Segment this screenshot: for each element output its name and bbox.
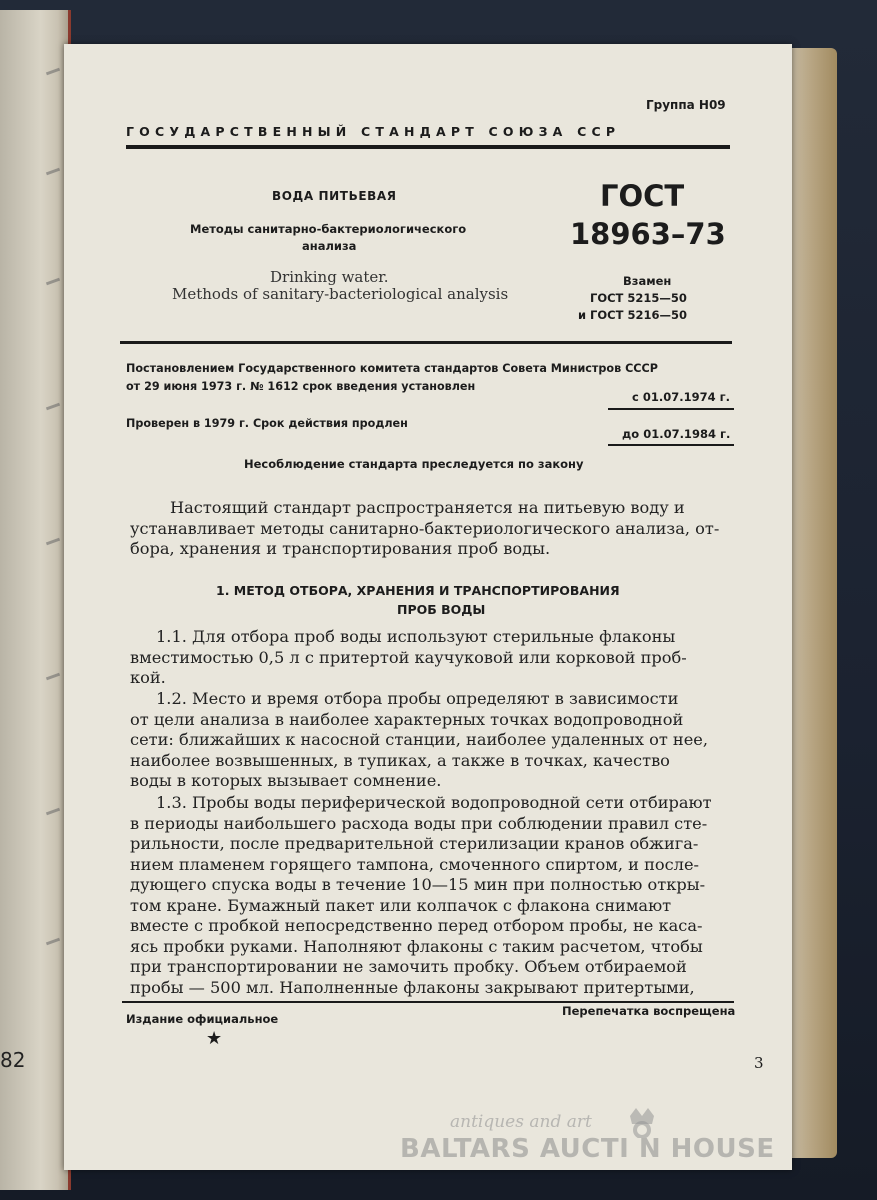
replaces-standard-1: ГОСТ 5215—50 [590,291,687,305]
watermark-brand: BALTARS AUCTI N HOUSE [400,1134,775,1164]
banner-rule [126,145,730,149]
paragraph-line: 1.1. Для отбора проб воды используют стерильные флаконы [156,627,676,646]
stitch-mark [46,673,60,681]
paragraph-line: воды в которых вызывает сомнение. [130,771,442,790]
paragraph-line: ясь пробки руками. Наполняют флаконы с таким расчетом, чтобы [130,936,703,956]
paragraph-line: пробы — 500 мл. Наполненные флаконы закрывают притертыми, [130,977,695,997]
page-number: 3 [754,1054,764,1072]
gost-number: 18963–73 [570,217,726,251]
left-page [0,10,71,1190]
stitch-mark [46,403,60,411]
official-edition: Издание официальное [126,1012,279,1026]
paragraph-line: рильности, после предварительной стерилизации кранов обжига- [130,834,699,853]
stitch-mark [46,938,60,946]
crown-icon [624,1102,660,1138]
section-heading-line1: 1. МЕТОД ОТБОРА, ХРАНЕНИЯ И ТРАНСПОРТИРОВАНИЯ [216,583,620,598]
document-page [64,44,792,1170]
paragraph-line: при транспортировании не замочить пробку. Объем отбираемой [130,957,687,976]
group-code: Группа Н09 [646,98,726,112]
paragraph-line: вместе с пробкой непосредственно перед отбором пробы, не каса- [130,916,703,935]
intro-line: Настоящий стандарт распространяется на питьевую воду и [170,498,685,517]
standard-banner: ГОСУДАРСТВЕННЫЙ СТАНДАРТ СОЮЗА ССР [126,124,621,139]
replaces-standard-2: и ГОСТ 5216—50 [578,308,687,322]
paragraph-line: сети: ближайших к насосной станции, наиболее удаленных от нее, [130,730,709,749]
watermark-tagline: antiques and art [450,1112,592,1132]
title-en-line1: Drinking water. [270,268,389,286]
stitch-mark [46,68,60,76]
extended-date: до 01.07.1984 г. [622,427,731,441]
decree-line2: от 29 июня 1973 г. № 1612 срок введения установлен [126,380,476,393]
subtitle-ru-line1: Методы санитарно-бактериологического [190,222,467,236]
paragraph-line: кой. [130,668,166,687]
paragraph-line: от цели анализа в наиболее характерных точках водопроводной [130,709,684,729]
stitch-mark [46,808,60,816]
subtitle-ru-line2: анализа [302,239,357,253]
paragraph-line: наиболее возвышенных, в тупиках, а также в точках, качество [130,750,670,770]
paragraph-1-1 [130,627,687,689]
gost-label: ГОСТ [600,179,685,213]
title-ru: ВОДА ПИТЬЕВАЯ [272,189,397,203]
star-icon: ★ [206,1028,223,1049]
reprint-prohibited: Перепечатка воспрещена [562,1004,736,1018]
decree-line1: Постановлением Государственного комитета стандартов Совета Министров СССР [126,362,658,375]
header-rule [120,341,732,344]
checked-note: Проверен в 1979 г. Срок действия продлен [126,417,408,430]
paragraph-line: 1.3. Пробы воды периферической водопроводной сети отбирают [156,793,712,812]
extended-date-rule [608,444,734,446]
paragraph-1-3 [130,793,712,998]
stitch-mark [46,278,60,286]
stitch-mark [46,168,60,176]
paragraph-line: вместимостью 0,5 л с притертой каучуковой или корковой проб- [130,647,687,667]
paragraph-line: дующего спуска воды в течение 10—15 мин при полностью откры- [130,875,706,894]
intro-line: устанавливает методы санитарно-бактериологического анализа, от- [130,518,720,538]
effective-date: с 01.07.1974 г. [632,390,730,404]
footer-rule [122,1001,734,1003]
paragraph-line: в периоды наибольшего расхода воды при соблюдении правил сте- [130,813,708,833]
title-en-line2: Methods of sanitary-bacteriological analysis [172,285,509,303]
stitch-mark [46,538,60,546]
intro-line: бора, хранения и транспортирования проб воды. [130,539,551,558]
replaces-label: Взамен [623,274,672,288]
left-page-number: 82 [0,1048,26,1072]
legal-warning: Несоблюдение стандарта преследуется по закону [244,457,584,471]
intro-paragraph [130,498,719,560]
effective-date-rule [608,408,734,410]
paragraph-line: нием пламенем горящего тампона, смоченного спиртом, и после- [130,854,699,874]
paragraph-1-2 [130,689,708,792]
paragraph-line: том кране. Бумажный пакет или колпачок с флакона снимают [130,895,672,915]
paragraph-line: 1.2. Место и время отбора пробы определяют в зависимости [156,689,679,708]
section-heading-line2: ПРОБ ВОДЫ [397,602,486,617]
